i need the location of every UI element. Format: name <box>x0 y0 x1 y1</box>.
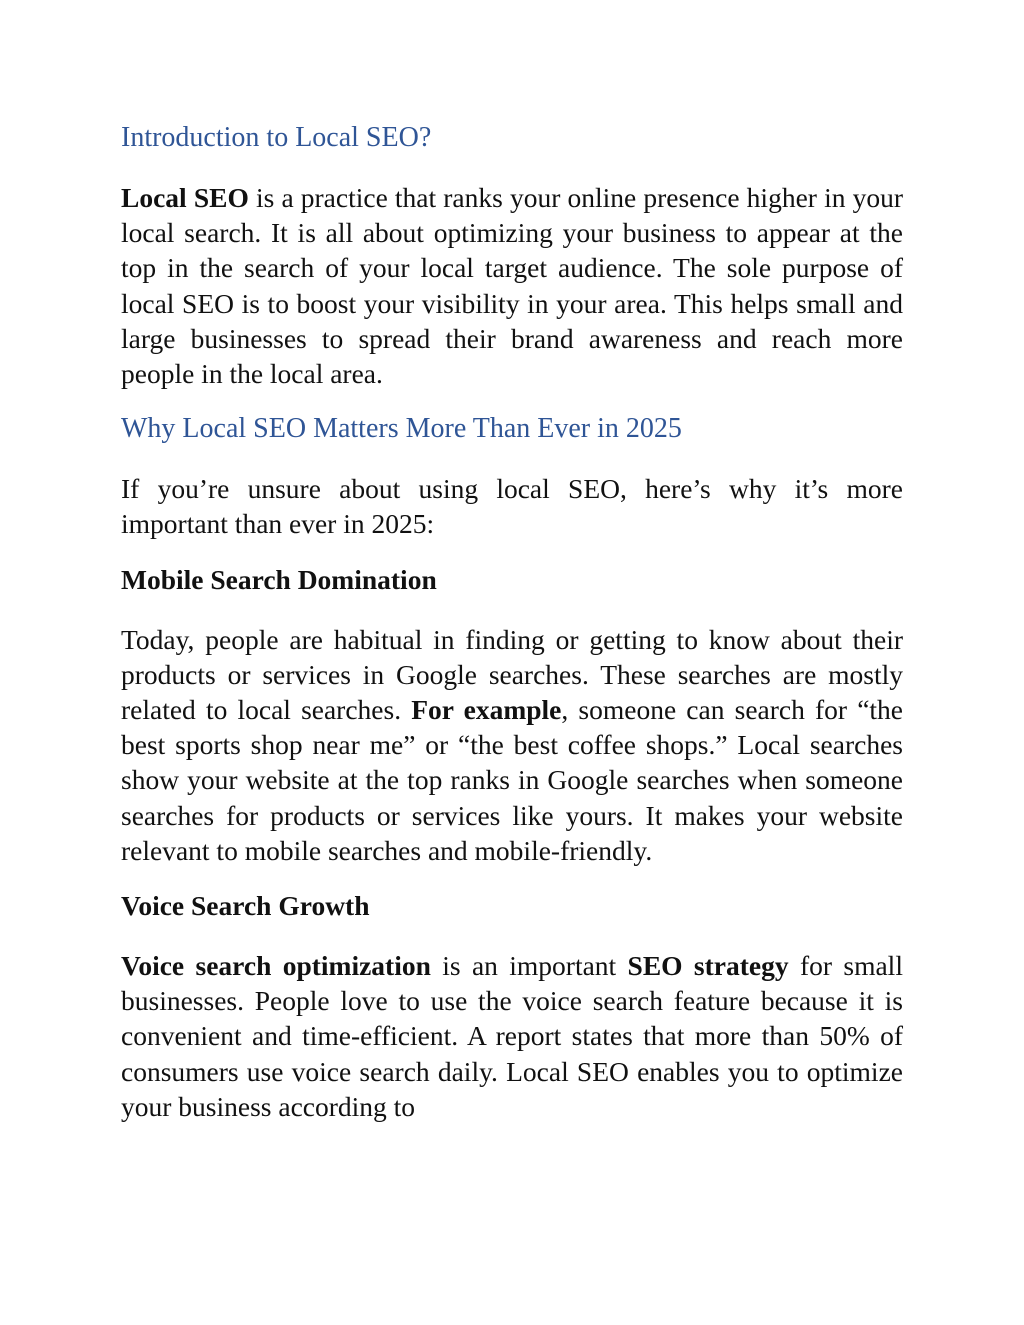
intro-paragraph <box>121 180 903 391</box>
for-example-bold: For example <box>411 694 562 726</box>
voice-text-b: for small businesses. People love to use the voice search feature because it is convenient and time-efficient. A report states that more than 50% of consumers use voice search daily. Local SEO enables you to optimize your business according to <box>121 950 903 1122</box>
seo-strategy-bold: SEO strategy <box>627 950 789 982</box>
mobile-paragraph <box>121 622 903 868</box>
voice-search-optimization-bold: Voice search optimization <box>121 950 431 982</box>
voice-paragraph <box>121 948 903 1124</box>
intro-paragraph-text: is a practice that ranks your online presence higher in your local search. It is all about optimizing your business to appear at the top in the search of your local target audience. The sole purpose of local SEO is to boost your visibility in your area. This helps small and large businesses to spread their brand awareness and reach more people in the local area. <box>121 182 903 390</box>
mobile-text-a: Today, people are habitual in finding or getting to know about their products or services in Google searches. These searches are mostly related to local searches. <box>121 623 903 726</box>
why-paragraph: If you’re unsure about using local SEO, here’s why it’s more important than ever in 2025: <box>121 473 903 540</box>
mobile-text-b: , someone can search for “the best sports shop near me” or “the best coffee shops.” Local searches show your website at the top ranks in Google searches when someone searches for products or services like yours. It makes your website relevant to mobile searches and mobile-friendly. <box>121 694 903 866</box>
intro-heading: Introduction to Local SEO? <box>121 122 432 153</box>
local-seo-bold: Local SEO <box>121 182 249 213</box>
voice-text-a: is an important <box>430 950 628 982</box>
document-page <box>121 118 903 1124</box>
mobile-heading: Mobile Search Domination <box>121 563 437 595</box>
voice-heading: Voice Search Growth <box>121 890 370 922</box>
why-heading: Why Local SEO Matters More Than Ever in 2025 <box>121 413 682 445</box>
